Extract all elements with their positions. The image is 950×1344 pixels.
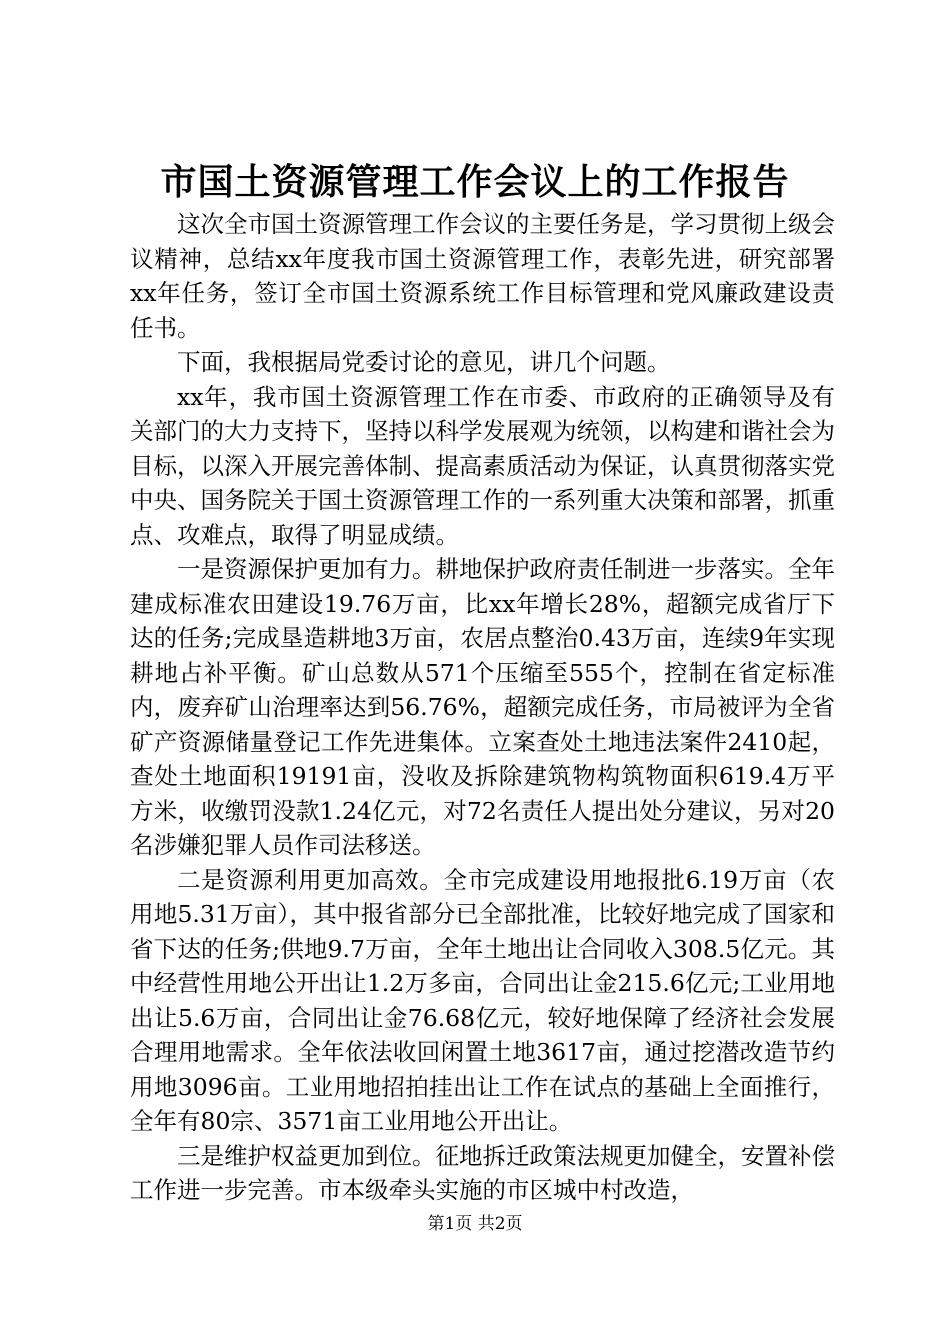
paragraph-intro: 这次全市国土资源管理工作会议的主要任务是，学习贯彻上级会议精神，总结xx年度我市国土资源管理工作，表彰先进，研究部署xx年任务，签订全市国土资源系统工作目标管理和党风廉政建设责任书。 (130, 210, 835, 342)
document-title: 市国土资源管理工作会议上的工作报告 (160, 161, 790, 203)
page-number-footer: 第1页 共2页 (427, 1214, 523, 1234)
paragraph-resource-utilization: 二是资源利用更加高效。全市完成建设用地报批6.19万亩（农用地5.31万亩），其中报省部分已全部批准，比较好地完成了国家和省下达的任务;供地9.7万亩，全年土地出让合同收入308.5亿元。其中经营性用地公开出让1.2万多亩，合同出让金215.6亿元;工业用地出让5.6万亩，合同出让金76.68亿元，较好地保障了经济社会发展合理用地需求。全年依法收回闲置土地3617亩，通过挖潜改造节约用地3096亩。工业用地招拍挂出让工作在试点的基础上全面推行，全年有80宗、3571亩工业用地公开出让。 (130, 865, 835, 1135)
paragraph-outline: 下面，我根据局党委讨论的意见，讲几个问题。 (177, 348, 671, 376)
paragraph-resource-protection: 一是资源保护更加有力。耕地保护政府责任制进一步落实。全年建成标准农田建设19.76万亩，比xx年增长28%，超额完成省厅下达的任务;完成垦造耕地3万亩，农居点整治0.43万亩，连续9年实现耕地占补平衡。矿山总数从571个压缩至555个，控制在省定标准内，废弃矿山治理率达到56.76%，超额完成任务，市局被评为全省矿产资源储量登记工作先进集体。立案查处土地违法案件2410起，查处土地面积19191亩，没收及拆除建筑物构筑物面积619.4万平方米，收缴罚没款1.24亿元，对72名责任人提出处分建议，另对20名涉嫌犯罪人员作司法移送。 (130, 555, 835, 859)
paragraph-rights-protection: 三是维护权益更加到位。征地拆迁政策法规更加健全，安置补偿工作进一步完善。市本级牵头实施的市区城中村改造， (130, 1141, 835, 1204)
document-body (130, 207, 835, 1208)
paragraph-summary: xx年，我市国土资源管理工作在市委、市政府的正确领导及有关部门的大力支持下，坚持以科学发展观为统领，以构建和谐社会为目标，以深入开展完善体制、提高素质活动为保证，认真贯彻落实党中央、国务院关于国土资源管理工作的一系列重大决策和部署，抓重点、攻难点，取得了明显成绩。 (130, 382, 835, 549)
